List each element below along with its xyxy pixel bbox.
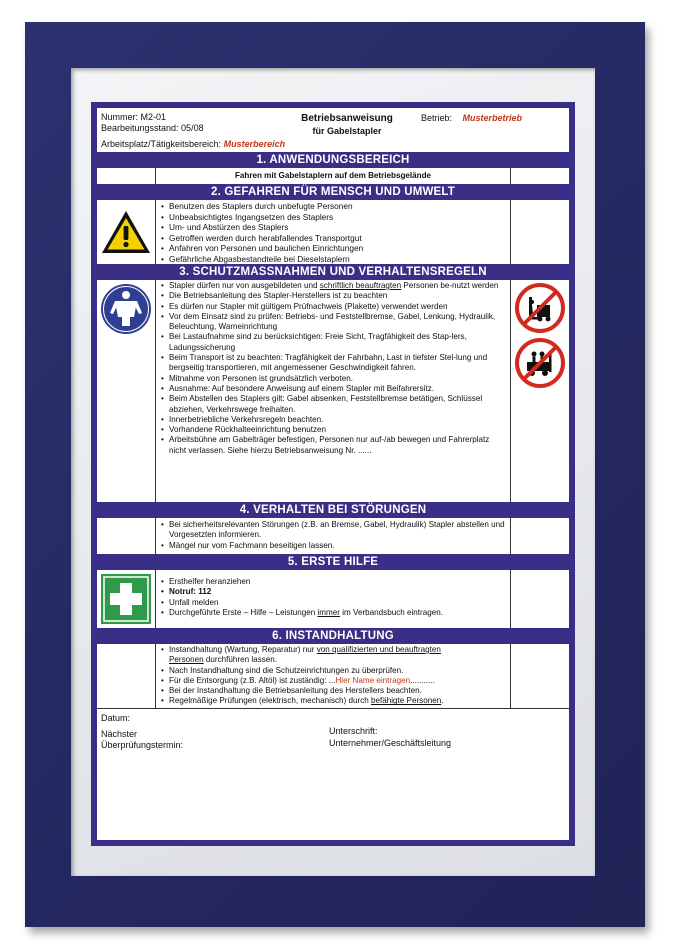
list-item: • Bei Lastaufnahme sind zu berücksichtigen: Freie Sicht, Tragfähigkeit des Stap-lers, Ladungssicherung — [160, 332, 506, 353]
section-1-title: 1. ANWENDUNGSBEREICH — [97, 152, 569, 168]
list-item: • Ausnahme: Auf besondere Anweisung auf einem Stapler mit Beifahrersitz. — [160, 384, 506, 394]
list-item: • Anfahren von Personen und baulichen Einrichtungen — [160, 243, 506, 254]
section-6-body — [97, 644, 569, 708]
next-review-label-1: Nächster — [101, 729, 138, 739]
section-3-title: 3. SCHUTZMASSNAHMEN UND VERHALTENSREGELN — [97, 264, 569, 280]
list-item — [160, 676, 506, 686]
item-text: im Verbandsbuch eintragen. — [339, 607, 444, 617]
list-item: • Beim Transport ist zu beachten: Tragfähigkeit der Fahrbahn, Last in tiefster Stel-lung und bergseitig transportieren, mit angemessener Geschwindigkeit fahren. — [160, 353, 506, 374]
section-3-list — [156, 280, 511, 502]
item-text: Personen be-nutzt werden — [401, 281, 499, 290]
section-5-right — [511, 570, 569, 628]
list-item: • Notruf: 112 — [160, 587, 506, 597]
warning-triangle-icon — [100, 209, 152, 255]
list-item: • Vorhandene Rückhalteeinrichtung benutzen — [160, 425, 506, 435]
section-6-list — [156, 644, 511, 708]
signature-label: Unterschrift: — [329, 726, 378, 736]
section-2-list — [156, 200, 511, 264]
revision-status: Bearbeitungsstand: 05/08 — [101, 123, 204, 133]
date-label: Datum: — [101, 713, 131, 723]
item-text: Regelmäßige Prüfungen (elektrisch, mechanisch) durch — [169, 696, 371, 706]
company-label: Betrieb: — [421, 113, 453, 123]
section-2-right — [511, 200, 569, 264]
signature-footer — [97, 708, 569, 841]
list-item — [160, 645, 506, 666]
section-4-body — [97, 518, 569, 554]
section-1-body — [97, 168, 569, 184]
item-text: Durchgeführte Erste – Hilfe – Leistungen — [169, 607, 318, 617]
title-line-1: Betriebsanweisung — [301, 113, 393, 124]
list-item: • Bei der Instandhaltung die Betriebsanleitung des Herstellers beachten. — [160, 686, 506, 696]
section-6-left — [97, 644, 156, 708]
instruction-sheet — [91, 102, 575, 846]
company-field — [421, 113, 522, 124]
section-5-body — [97, 570, 569, 628]
section-5-icon-cell — [97, 570, 156, 628]
section-3-icon-cell-right — [511, 280, 569, 502]
list-item: • Um- und Abstürzen des Staplers — [160, 222, 506, 233]
list-item: • Es dürfen nur Stapler mit gültigem Prüfnachweis (Plakette) verwendet werden — [160, 302, 506, 312]
list-item: • Arbeitsbühne am Gabelträger befestigen, Personen nur auf-/ab bewegen und Fahrerplatz nicht verlassen. Siehe hierzu Betriebsanweisung Nr. ...... — [160, 435, 506, 456]
list-item: • Beim Abstellen des Staplers gilt: Gabel absenken, Feststellbremse betätigen, Schlüssel abziehen, Verkehrswege freihalten. — [160, 394, 506, 415]
list-item: • Bei sicherheitsrelevanten Störungen (z.B. an Bremse, Gabel, Hydraulik) Stapler abstellen und Vorgesetzten informieren. — [160, 520, 506, 541]
list-item: • Vor dem Einsatz sind zu prüfen: Betriebs- und Feststellbremse, Gabel, Lenkung, Hydraulik, Beleuchtung, Warneinrichtung — [160, 312, 506, 333]
title-line-2: für Gabelstapler — [312, 126, 382, 136]
no-passengers-icon — [515, 338, 565, 388]
doc-number: Nummer: M2-01 — [101, 112, 167, 122]
company-value: Musterbetrieb — [462, 113, 523, 123]
list-item: • Nach Instandhaltung sind die Schutzeinrichtungen zu überprüfen. — [160, 666, 506, 676]
management-label: Unternehmer/Geschäftsleitung — [329, 738, 452, 748]
name-placeholder: Hier Name eintragen — [335, 675, 411, 685]
poster-frame — [25, 22, 645, 927]
first-aid-cross-icon — [101, 574, 151, 624]
list-item: • Gefährliche Abgasbestandteile bei Dieselstaplern — [160, 254, 506, 265]
section-5-list — [156, 570, 511, 628]
section-3-body — [97, 280, 569, 502]
item-underlined: von qualifizierten und beauftragten — [316, 645, 441, 654]
section-5-title: 5. ERSTE HILFE — [97, 554, 569, 570]
section-2-body — [97, 200, 569, 264]
list-item — [160, 281, 506, 291]
list-item: • Benutzen des Staplers durch unbefugte Personen — [160, 201, 506, 212]
list-item: • Unfall melden — [160, 598, 506, 608]
item-text: Für die Entsorgung (z.B. Altöl) ist zuständig: ... — [169, 675, 336, 685]
section-3-icon-cell — [97, 280, 156, 502]
section-1-text: Fahren mit Gabelstaplern auf dem Betriebsgelände — [156, 168, 511, 184]
list-item — [160, 696, 506, 706]
sheet-content — [97, 108, 569, 840]
item-text: Instandhaltung (Wartung, Reparatur) nur — [169, 645, 317, 654]
section-4-title: 4. VERHALTEN BEI STÖRUNGEN — [97, 502, 569, 518]
item-underlined: befähigte Personen — [371, 696, 442, 706]
section-1-right — [511, 168, 569, 184]
document-header — [97, 108, 569, 152]
section-4-left — [97, 518, 156, 554]
item-underlined: schriftlich beauftragten — [319, 281, 402, 290]
list-item: • Ersthelfer heranziehen — [160, 577, 506, 587]
list-item — [160, 608, 506, 618]
section-2-title: 2. GEFAHREN FÜR MENSCH UND UMWELT — [97, 184, 569, 200]
next-review-label-2: Überprüfungstermin: — [101, 740, 184, 750]
protective-clothing-icon — [100, 283, 152, 335]
item-text: . — [441, 696, 444, 706]
list-item: • Die Betriebsanleitung des Stapler-Herstellers ist zu beachten — [160, 291, 506, 301]
list-item: • Innerbetriebliche Verkehrsregeln beachten. — [160, 415, 506, 425]
workplace-field — [101, 139, 285, 150]
item-text: Stapler dürfen nur von ausgebildeten und — [169, 281, 320, 290]
item-text: durchführen lassen. — [203, 655, 277, 665]
list-item: • Getroffen werden durch herabfallendes Transportgut — [160, 233, 506, 244]
workplace-value: Musterbereich — [223, 139, 286, 149]
page-title — [287, 113, 407, 137]
section-2-icon-cell — [97, 200, 156, 264]
list-item: • Mängel nur vom Fachmann beseitigen lassen. — [160, 541, 506, 551]
section-4-right — [511, 518, 569, 554]
section-1-left — [97, 168, 156, 184]
item-underlined: Personen — [169, 655, 204, 665]
list-item: • Unbeabsichtigtes Ingangsetzen des Staplers — [160, 212, 506, 223]
list-item: • Mitnahme von Personen ist grundsätzlich verboten. — [160, 374, 506, 384]
no-persons-on-forks-icon — [515, 283, 565, 333]
section-6-title: 6. INSTANDHALTUNG — [97, 628, 569, 644]
frame-window — [71, 68, 595, 876]
workplace-label: Arbeitsplatz/Tätigkeitsbereich: — [101, 139, 222, 149]
item-underlined: immer — [317, 607, 340, 617]
section-6-right — [511, 644, 569, 708]
item-text: ........... — [410, 675, 435, 685]
section-4-list — [156, 518, 511, 554]
